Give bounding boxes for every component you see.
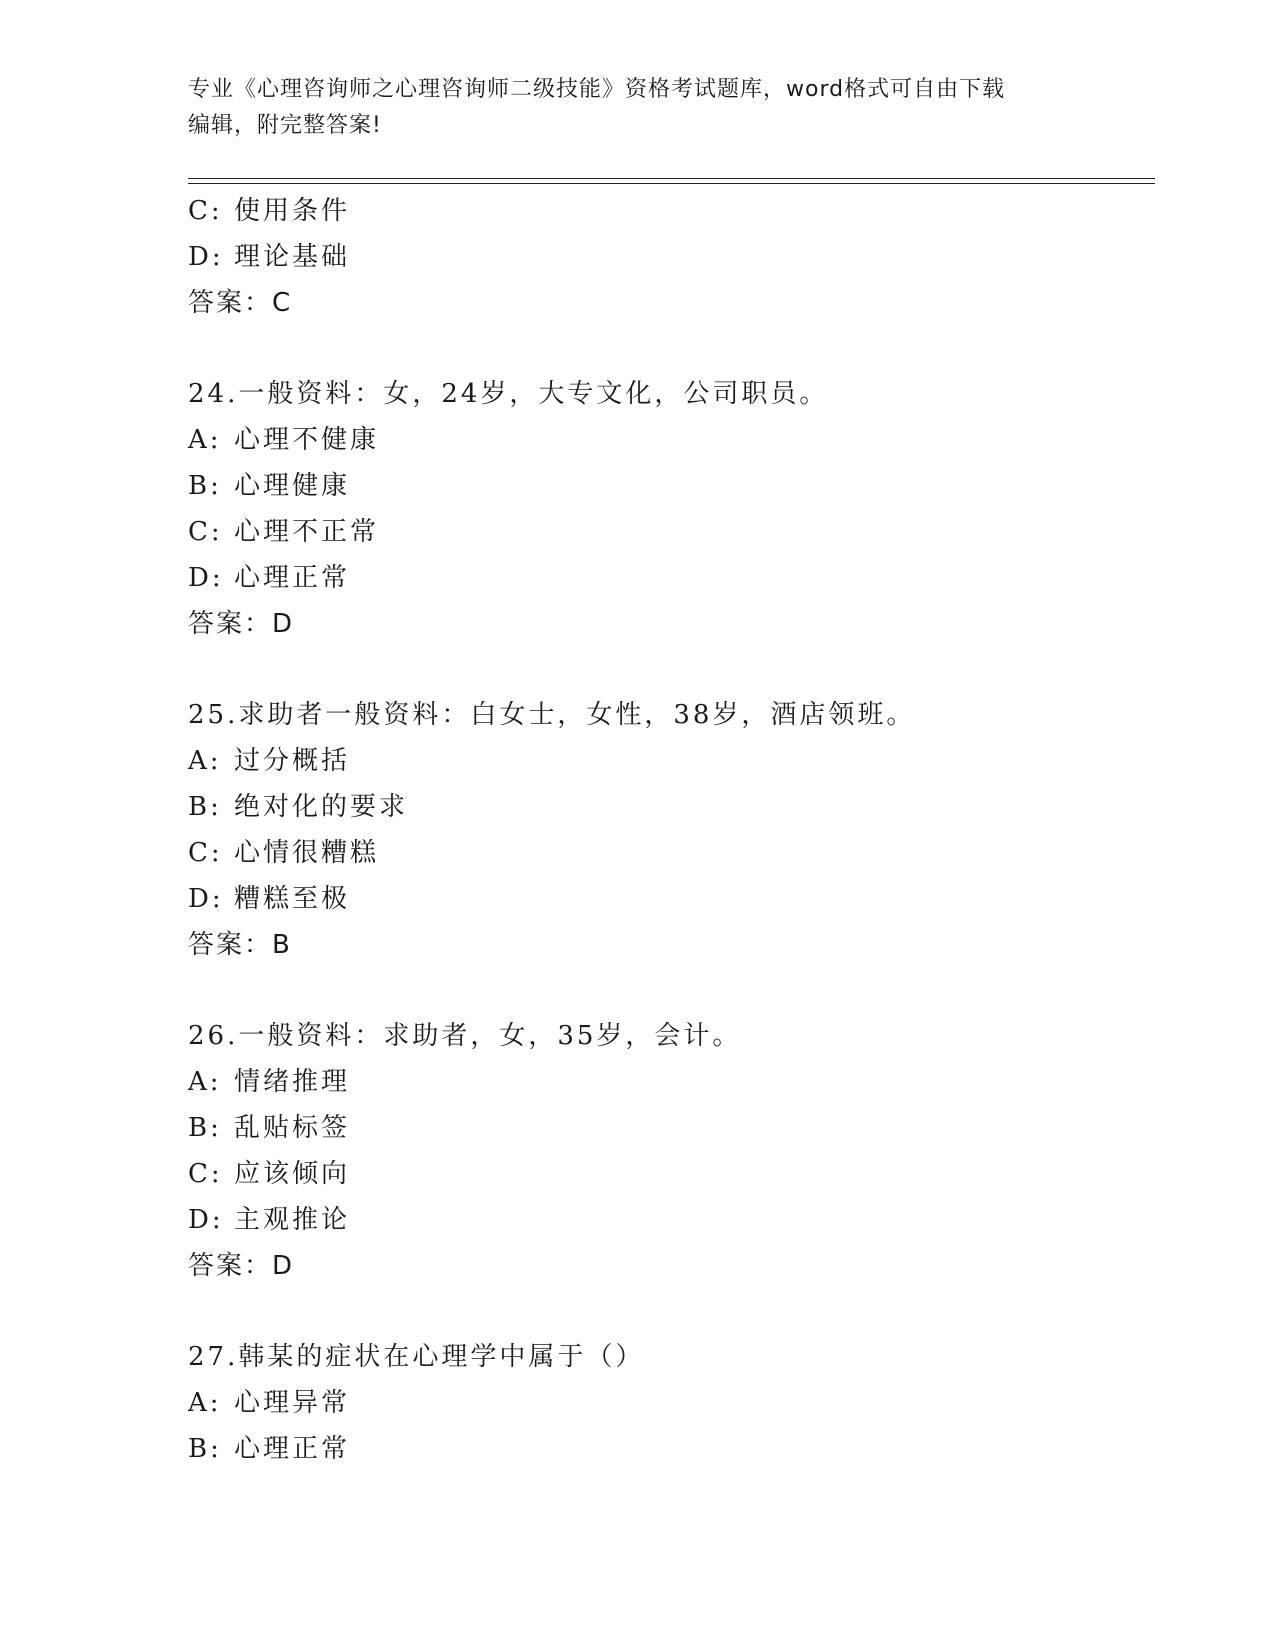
option-label: D: <box>188 1205 224 1235</box>
option-line <box>188 509 1148 555</box>
option-label: C: <box>188 838 223 868</box>
option-label: C: <box>188 1159 223 1189</box>
answer-line: 答案：B <box>188 930 292 960</box>
option-text: 心理健康 <box>234 471 351 501</box>
option-line <box>188 876 1148 922</box>
question-list <box>188 188 1148 1472</box>
option-line <box>188 738 1148 784</box>
option-text: 心理正常 <box>234 563 351 593</box>
header-line-1: 专业《心理咨询师之心理咨询师二级技能》资格考试题库，word格式可自由下载 <box>188 77 1006 102</box>
option-text: 过分概括 <box>234 746 351 776</box>
option-line <box>188 417 1148 463</box>
option-text: 理论基础 <box>234 242 351 272</box>
option-text: 绝对化的要求 <box>234 792 409 822</box>
option-line <box>188 1426 1148 1472</box>
option-line <box>188 1151 1148 1197</box>
option-label: B: <box>188 1113 222 1143</box>
option-text: 乱贴标签 <box>234 1113 351 1143</box>
option-text: 心理异常 <box>234 1388 351 1418</box>
option-text: 糟糕至极 <box>234 884 351 914</box>
option-text: 使用条件 <box>234 196 351 226</box>
option-text: 心情很糟糕 <box>234 838 380 868</box>
question-title: 25.求助者一般资料：白女士，女性，38岁，酒店领班。 <box>188 700 916 730</box>
option-label: B: <box>188 792 222 822</box>
option-line <box>188 463 1148 509</box>
option-label: C: <box>188 196 223 226</box>
question-title: 27.韩某的症状在心理学中属于（） <box>188 1342 645 1372</box>
option-label: A: <box>188 746 222 776</box>
header-rule-bottom <box>188 183 1155 184</box>
option-line <box>188 1380 1148 1426</box>
option-label: A: <box>188 1067 222 1097</box>
option-label: A: <box>188 1388 222 1418</box>
question-title: 26.一般资料：求助者，女，35岁，会计。 <box>188 1021 742 1051</box>
option-text: 应该倾向 <box>234 1159 351 1189</box>
option-label: B: <box>188 1434 222 1464</box>
option-line <box>188 830 1148 876</box>
option-line <box>188 188 1148 234</box>
answer-line: 答案：D <box>188 609 295 639</box>
option-line <box>188 1105 1148 1151</box>
option-text: 心理不健康 <box>234 425 380 455</box>
option-line <box>188 234 1148 280</box>
option-label: C: <box>188 517 223 547</box>
option-line <box>188 1197 1148 1243</box>
header-line-2: 编辑，附完整答案! <box>188 113 382 138</box>
option-text: 心理不正常 <box>234 517 380 547</box>
page-header <box>188 72 1088 144</box>
option-text: 情绪推理 <box>234 1067 351 1097</box>
header-rule-top <box>188 178 1155 179</box>
option-label: D: <box>188 563 224 593</box>
answer-line: 答案：C <box>188 288 293 318</box>
option-label: A: <box>188 425 222 455</box>
option-label: D: <box>188 884 224 914</box>
option-line <box>188 1059 1148 1105</box>
option-text: 心理正常 <box>234 1434 351 1464</box>
option-line <box>188 555 1148 601</box>
answer-line: 答案：D <box>188 1251 295 1281</box>
option-line <box>188 784 1148 830</box>
option-text: 主观推论 <box>234 1205 351 1235</box>
option-label: B: <box>188 471 222 501</box>
question-title: 24.一般资料：女，24岁，大专文化，公司职员。 <box>188 379 829 409</box>
option-label: D: <box>188 242 224 272</box>
